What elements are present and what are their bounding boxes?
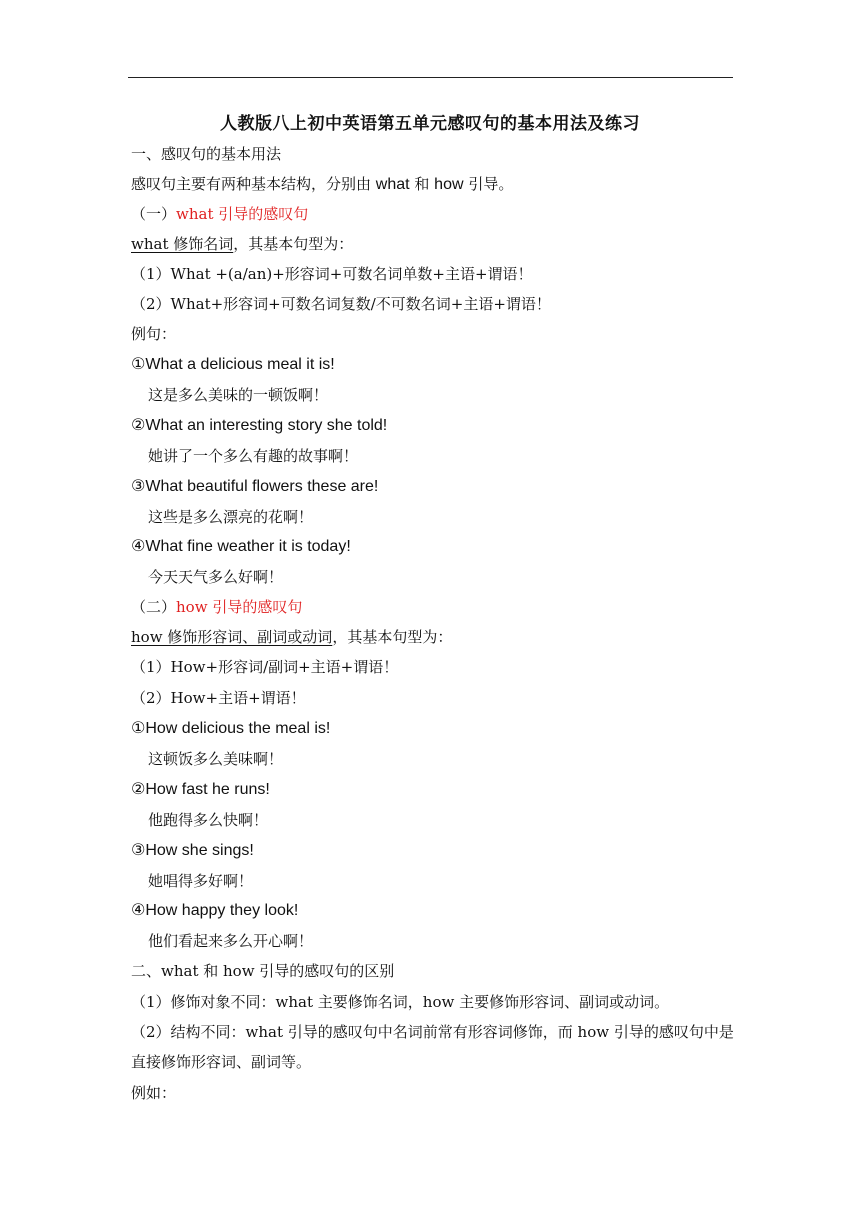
- part1-heading: [131, 204, 308, 224]
- part2-example-4-zh: 他们看起来多么开心啊！: [148, 932, 314, 950]
- part2-example-4-en: ④How happy they look!: [131, 902, 299, 919]
- intro-text-a: 感叹句主要有两种基本结构，分别由: [131, 175, 372, 193]
- part2-example-2-zh: 他跑得多么快啊！: [148, 811, 269, 829]
- part2-example-1-zh: 这顿饭多么美味啊！: [148, 750, 284, 768]
- part1-pattern-1: （1）What +(a/an)+形容词+可数名词单数+主语+谓语！: [131, 265, 533, 283]
- part2-pattern-1: （1）How+形容词/副词+主语+谓语！: [131, 658, 399, 676]
- part2-example-3-zh: 她唱得多好啊！: [148, 872, 254, 890]
- section2-example-label: 例如：: [131, 1084, 177, 1102]
- section2-point-1: （1）修饰对象不同：what 主要修饰名词，how 主要修饰形容词、副词或动词。: [131, 993, 670, 1011]
- part1-modifies: [131, 234, 353, 254]
- part1-example-1-zh: 这是多么美味的一顿饭啊！: [148, 386, 329, 404]
- part2-example-3-en: ③How she sings!: [131, 842, 254, 859]
- part2-modifies: [131, 627, 452, 647]
- intro-and: 和: [414, 175, 430, 193]
- part2-label-red: how 引导的感叹句: [176, 598, 303, 616]
- part1-modifies-underlined: what 修饰名词: [131, 235, 234, 253]
- part2-example-2-en: ②How fast he runs!: [131, 781, 270, 798]
- section1-intro: [131, 174, 513, 195]
- part1-example-4-zh: 今天天气多么好啊！: [148, 568, 284, 586]
- intro-text-b: 引导。: [468, 175, 514, 193]
- part2-modifies-rest: ，其基本句型为：: [332, 628, 453, 646]
- intro-what: what: [375, 176, 410, 193]
- part1-label-red: what 引导的感叹句: [176, 205, 309, 223]
- intro-how: how: [434, 176, 464, 193]
- part1-example-2-en: ②What an interesting story she told!: [131, 417, 388, 434]
- part2-pattern-2: （2）How+主语+谓语！: [131, 689, 306, 707]
- part1-label: （一）: [131, 205, 177, 223]
- header-rule: [128, 77, 733, 78]
- part1-example-4-en: ④What fine weather it is today!: [131, 538, 351, 555]
- part1-pattern-2: （2）What+形容词+可数名词复数/不可数名词+主语+谓语！: [131, 295, 551, 313]
- part2-heading: [131, 597, 302, 617]
- part1-example-2-zh: 她讲了一个多么有趣的故事啊！: [148, 447, 359, 465]
- part1-examples-label: 例句：: [131, 325, 177, 343]
- part1-modifies-rest: ，其基本句型为：: [233, 235, 354, 253]
- part2-example-1-en: ①How delicious the meal is!: [131, 720, 331, 737]
- section2-point-2: （2）结构不同：what 引导的感叹句中名词前常有形容词修饰，而 how 引导的感叹句中是直接修饰形容词、副词等。: [131, 1023, 734, 1071]
- section2-heading: 二、what 和 how 引导的感叹句的区别: [131, 962, 395, 980]
- part2-label: （二）: [131, 598, 177, 616]
- part2-modifies-underlined: how 修饰形容词、副词或动词: [131, 628, 333, 646]
- section1-heading: 一、感叹句的基本用法: [131, 145, 282, 163]
- part1-example-1-en: ①What a delicious meal it is!: [131, 356, 335, 373]
- part1-example-3-zh: 这些是多么漂亮的花啊！: [148, 508, 314, 526]
- part1-example-3-en: ③What beautiful flowers these are!: [131, 478, 379, 495]
- document-title: 人教版八上初中英语第五单元感叹句的基本用法及练习: [220, 114, 640, 134]
